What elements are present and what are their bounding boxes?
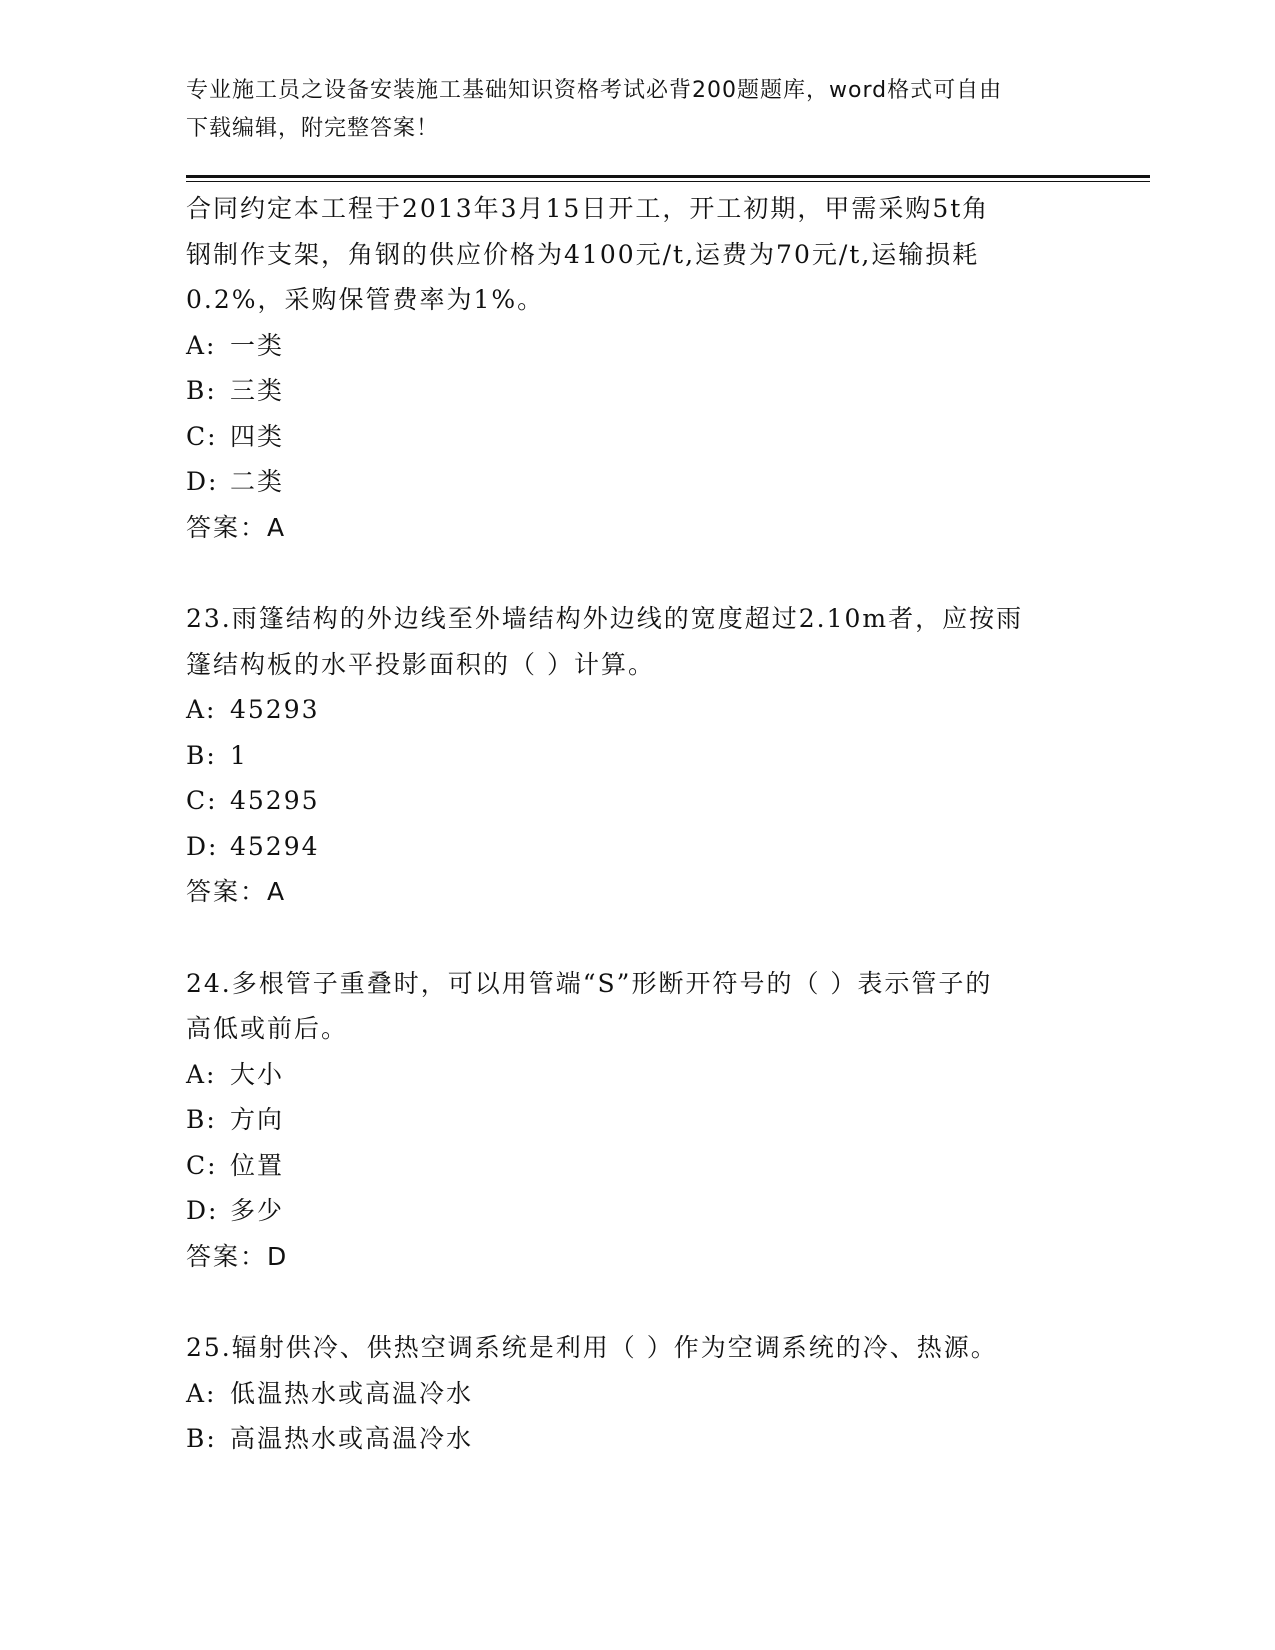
question-spacer [186,915,1086,961]
option-letter: C: [186,786,218,815]
question-22-text-line-1: 合同约定本工程于2013年3月15日开工，开工初期，甲需采购5t角 [186,194,990,223]
document-header [186,72,1086,148]
question-24-option-d [186,1188,1086,1234]
question-23-option-b [186,733,1086,779]
option-text: 位置 [230,1150,285,1180]
option-text: 三类 [230,376,285,405]
option-text: 1 [230,740,248,770]
option-letter: D: [186,1196,219,1225]
header-line-2: 下载编辑，附完整答案！ [186,116,440,141]
question-24-option-b [186,1097,1086,1143]
question-23 [186,596,1086,915]
question-24-text-line-2: 高低或前后。 [186,1014,349,1043]
question-25 [186,1325,1086,1462]
question-24-option-a [186,1052,1086,1098]
option-letter: B: [186,1105,217,1134]
question-24-option-c [186,1143,1086,1189]
option-letter: A: [186,1378,217,1408]
question-24-answer: 答案：D [186,1241,289,1271]
header-line-1: 专业施工员之设备安装施工基础知识资格考试必背200题题库，word格式可自由 [186,78,1003,103]
option-text: 45293 [230,695,320,724]
question-22-option-c [186,414,1086,460]
question-22-option-b [186,368,1086,414]
question-spacer [186,1279,1086,1325]
option-text: 45294 [230,831,320,861]
option-text: 方向 [230,1105,285,1134]
question-23-answer: 答案：A [186,877,287,906]
question-23-option-d [186,824,1086,870]
option-letter: A: [186,330,217,360]
option-letter: A: [186,695,217,724]
header-divider-thin [186,181,1150,182]
question-23-text-line-1: 23.雨篷结构的外边线至外墙结构外边线的宽度超过2.10m者，应按雨 [186,604,1024,633]
option-letter: D: [186,467,219,496]
question-24-text-line-1: 24.多根管子重叠时，可以用管端“S”形断开符号的（ ）表示管子的 [186,968,993,998]
question-22-answer: 答案：A [186,512,287,542]
option-letter: D: [186,831,219,861]
option-letter: A: [186,1059,217,1089]
question-22-text-line-2: 钢制作支架，角钢的供应价格为4100元/t,运费为70元/t,运输损耗 [186,239,980,269]
option-text: 多少 [230,1196,285,1225]
option-letter: B: [186,376,217,405]
option-text: 低温热水或高温冷水 [230,1378,474,1408]
option-letter: B: [186,1424,217,1453]
option-letter: B: [186,740,217,770]
question-22-option-d [186,459,1086,505]
option-letter: C: [186,1150,218,1180]
question-25-text-line-1: 25.辐射供冷、供热空调系统是利用（ ）作为空调系统的冷、热源。 [186,1333,998,1362]
question-23-option-a [186,687,1086,733]
option-letter: C: [186,421,218,451]
question-22-text-line-3: 0.2%，采购保管费率为1%。 [186,285,545,314]
question-23-text-line-2: 篷结构板的水平投影面积的（ ）计算。 [186,649,655,679]
question-24 [186,961,1086,1280]
document-body [186,186,1086,1462]
question-22 [186,186,1086,550]
option-text: 高温热水或高温冷水 [230,1424,474,1453]
question-25-option-a [186,1371,1086,1417]
question-spacer [186,550,1086,596]
option-text: 二类 [230,467,285,496]
option-text: 大小 [230,1059,285,1089]
question-23-option-c [186,778,1086,824]
question-25-option-b [186,1416,1086,1462]
question-22-option-a [186,323,1086,369]
header-divider-thick [186,175,1150,178]
option-text: 四类 [230,421,285,451]
option-text: 一类 [230,330,285,360]
option-text: 45295 [230,786,320,815]
